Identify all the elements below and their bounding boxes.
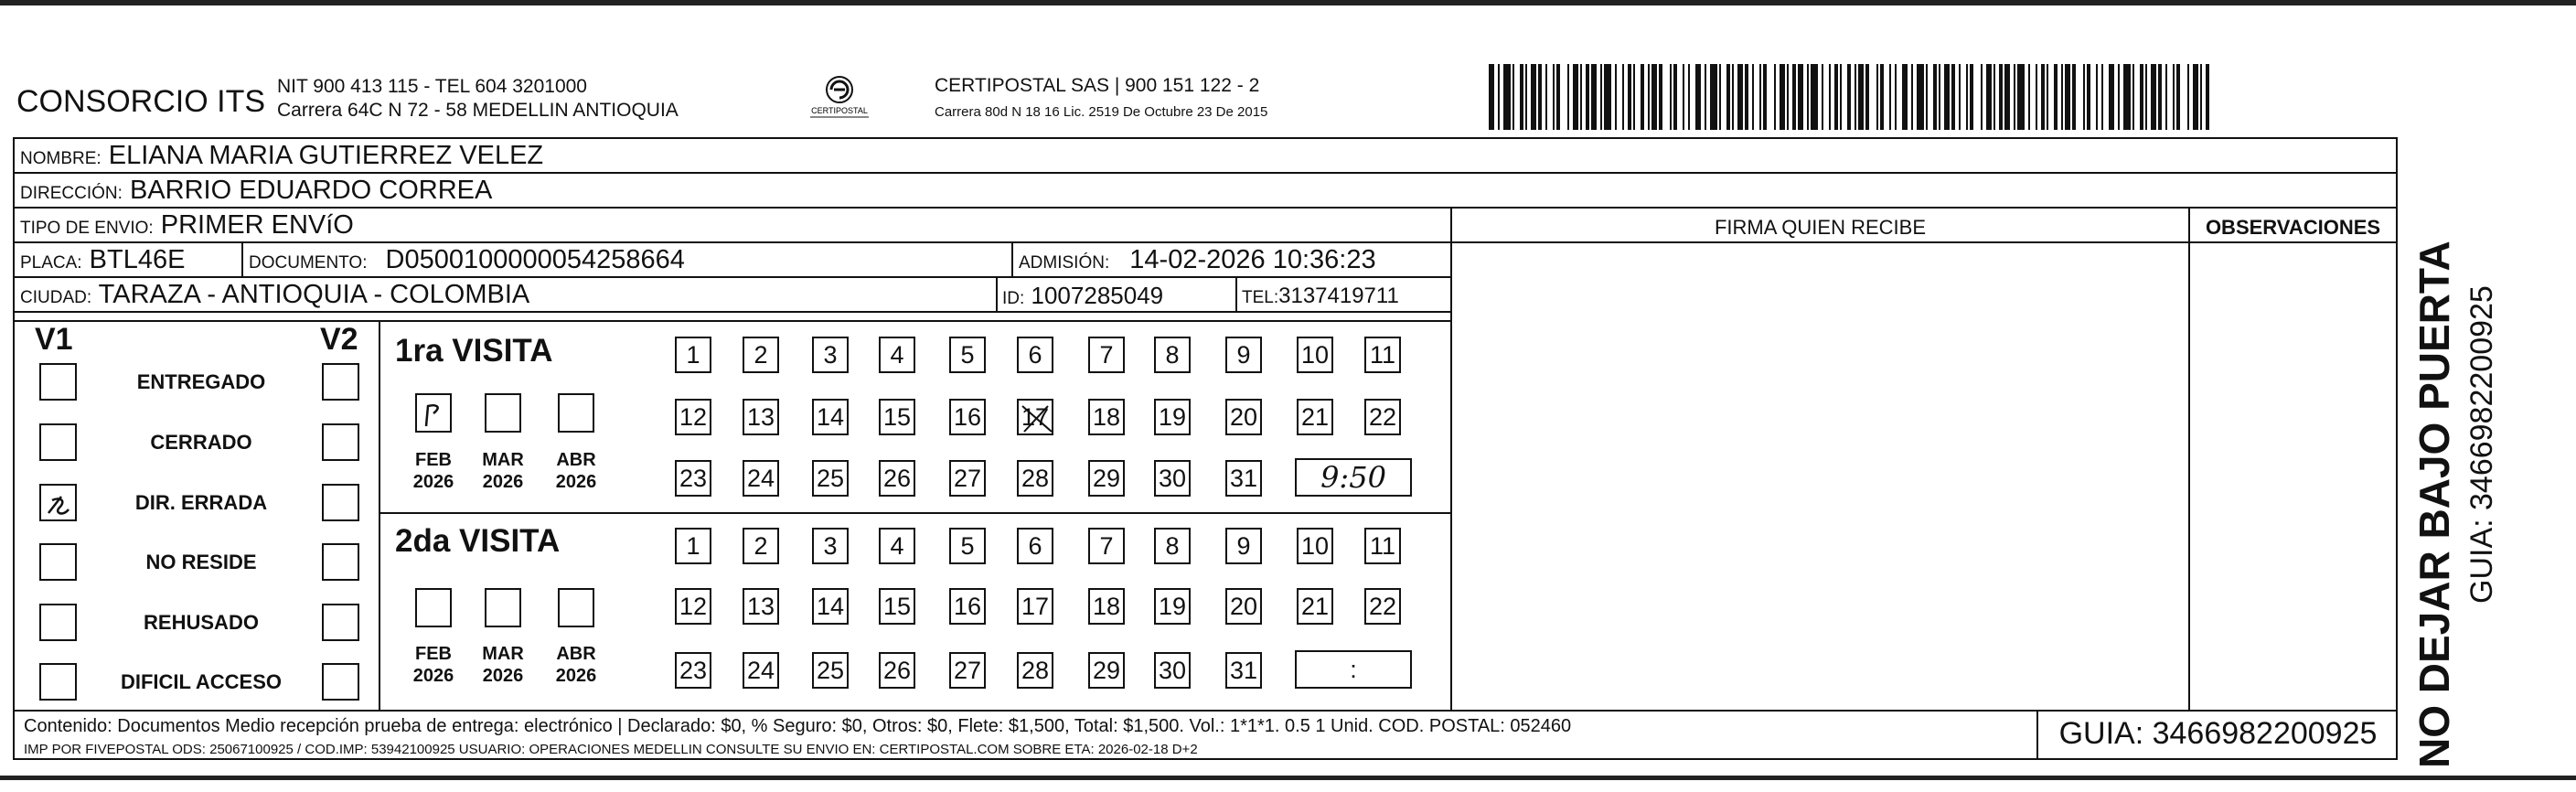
day-box[interactable]: 19 xyxy=(1154,399,1191,435)
ciudad-label: CIUDAD: xyxy=(20,288,92,307)
day-box[interactable]: 28 xyxy=(1017,460,1053,497)
status-label: DIR. ERRADA xyxy=(134,491,268,514)
day-box[interactable]: 8 xyxy=(1154,337,1191,373)
day-box[interactable]: 29 xyxy=(1088,460,1125,497)
id-value: 1007285049 xyxy=(1031,282,1164,309)
day-box[interactable]: 27 xyxy=(949,652,986,689)
v1-checkbox[interactable] xyxy=(39,484,77,521)
v2-checkbox[interactable] xyxy=(322,484,359,521)
day-box[interactable]: 24 xyxy=(743,652,779,689)
day-box[interactable]: 10 xyxy=(1297,528,1333,564)
col-divider xyxy=(1235,276,1237,311)
v2-checkbox[interactable] xyxy=(322,663,359,701)
documento-label: DOCUMENTO: xyxy=(249,253,368,273)
day-box[interactable]: 18 xyxy=(1088,588,1125,625)
ciudad-field xyxy=(20,282,529,308)
day-box[interactable]: 11 xyxy=(1364,528,1401,564)
day-box[interactable]: 13 xyxy=(743,399,779,435)
day-box[interactable]: 3 xyxy=(812,337,849,373)
admision-label: ADMISIÓN: xyxy=(1019,253,1110,273)
day-box[interactable]: 4 xyxy=(879,528,915,564)
month-checkbox[interactable] xyxy=(558,588,594,627)
row-divider xyxy=(13,207,2398,209)
tel-label: TEL: xyxy=(1242,288,1279,307)
month-checkbox[interactable] xyxy=(485,588,521,627)
status-label: CERRADO xyxy=(150,431,252,454)
side-notice: NO DEJAR BAJO PUERTA xyxy=(2410,241,2458,768)
day-box[interactable]: 7 xyxy=(1088,528,1125,564)
col-divider xyxy=(379,320,380,710)
day-box[interactable]: 1 xyxy=(675,528,711,564)
nombre-value: ELIANA MARIA GUTIERREZ VELEZ xyxy=(108,141,544,170)
admision-value: 14-02-2026 10:36:23 xyxy=(1129,245,1376,274)
day-box[interactable]: 4 xyxy=(879,337,915,373)
month-year: 2026 xyxy=(412,472,454,492)
ciudad-value: TARAZA - ANTIOQUIA - COLOMBIA xyxy=(98,280,530,309)
tel-field xyxy=(1242,285,1399,307)
col-divider xyxy=(2188,207,2190,710)
placa-field xyxy=(20,247,185,273)
day-box[interactable]: 19 xyxy=(1154,588,1191,625)
side-guia: GUIA: 3466982200925 xyxy=(2464,285,2499,604)
col-divider xyxy=(241,241,243,276)
month-name: FEB xyxy=(415,644,452,664)
month-label xyxy=(404,449,463,493)
day-box[interactable]: 22 xyxy=(1364,588,1401,625)
day-box[interactable]: 2 xyxy=(743,528,779,564)
v1-checkbox[interactable] xyxy=(39,543,77,581)
month-label xyxy=(547,643,605,687)
month-name: MAR xyxy=(482,644,524,664)
day-box[interactable]: 12 xyxy=(675,399,711,435)
time-box[interactable]: : xyxy=(1295,650,1412,689)
month-year: 2026 xyxy=(482,666,524,686)
time-box[interactable]: 9:50 xyxy=(1295,458,1412,497)
day-box[interactable]: 9 xyxy=(1225,337,1262,373)
logo-text: CERTIPOSTAL xyxy=(811,106,868,115)
visit-divider xyxy=(379,512,1451,514)
v2-header: V2 xyxy=(320,322,358,357)
bottom-border xyxy=(0,776,2576,780)
month-name: FEB xyxy=(415,450,452,470)
v2-checkbox[interactable] xyxy=(322,423,359,461)
tipo-value: PRIMER ENVíO xyxy=(160,210,354,240)
day-box[interactable]: 12 xyxy=(675,588,711,625)
documento-value: D0500100000054258664 xyxy=(385,245,685,274)
day-box[interactable]: 16 xyxy=(949,399,986,435)
day-box[interactable]: 16 xyxy=(949,588,986,625)
direccion-value: BARRIO EDUARDO CORREA xyxy=(129,176,493,205)
month-year: 2026 xyxy=(555,666,597,686)
month-name: ABR xyxy=(556,450,596,470)
day-box[interactable]: 17 xyxy=(1017,588,1053,625)
v2-checkbox[interactable] xyxy=(322,363,359,401)
row-divider xyxy=(13,320,1451,322)
row-divider xyxy=(13,172,2398,174)
month-name: MAR xyxy=(482,450,524,470)
visit2-title: 2da VISITA xyxy=(395,523,561,559)
status-label: ENTREGADO xyxy=(136,370,266,393)
month-checkbox[interactable] xyxy=(558,393,594,433)
day-box[interactable]: 30 xyxy=(1154,460,1191,497)
day-box[interactable]: 26 xyxy=(879,460,915,497)
day-box[interactable]: 31 xyxy=(1225,652,1262,689)
day-box[interactable]: 24 xyxy=(743,460,779,497)
day-box[interactable]: 3 xyxy=(812,528,849,564)
day-box[interactable]: 9 xyxy=(1225,528,1262,564)
month-label xyxy=(404,643,463,687)
day-box[interactable]: 8 xyxy=(1154,528,1191,564)
direccion-label: DIRECCIÓN: xyxy=(20,184,123,203)
id-field xyxy=(1002,284,1163,307)
brand-name: CONSORCIO ITS xyxy=(16,84,266,119)
col-divider xyxy=(1450,207,1452,710)
day-box[interactable]: 22 xyxy=(1364,399,1401,435)
day-box[interactable]: 29 xyxy=(1088,652,1125,689)
day-box[interactable]: 2 xyxy=(743,337,779,373)
day-box[interactable]: 27 xyxy=(949,460,986,497)
day-box[interactable]: 10 xyxy=(1297,337,1333,373)
status-label: REHUSADO xyxy=(144,611,259,634)
certipostal-logo xyxy=(803,73,876,121)
day-box[interactable]: 31 xyxy=(1225,460,1262,497)
day-box[interactable]: 14 xyxy=(812,588,849,625)
carrier-name: CERTIPOSTAL SAS | 900 151 122 - 2 xyxy=(935,75,1260,96)
day-box[interactable]: 23 xyxy=(675,460,711,497)
tipo-label: TIPO DE ENVIO: xyxy=(20,219,154,238)
tel-value: 3137419711 xyxy=(1278,284,1399,308)
day-box[interactable]: 11 xyxy=(1364,337,1401,373)
footer-print-info: IMP POR FIVEPOSTAL ODS: 25067100925 / COD.IMP: 53942100925 USUARIO: OPERACIONES MEDELLIN CONSULTE SU ENVIO EN: CERTIPOSTAL.COM SOBRE ETA: 2026-02-18 D+2 xyxy=(24,742,1198,757)
day-box[interactable]: 5 xyxy=(949,528,986,564)
day-box[interactable]: 7 xyxy=(1088,337,1125,373)
day-box[interactable]: 6 xyxy=(1017,528,1053,564)
day-box[interactable]: 13 xyxy=(743,588,779,625)
month-year: 2026 xyxy=(412,666,454,686)
direccion-field xyxy=(20,177,492,204)
firma-header: FIRMA QUIEN RECIBE xyxy=(1714,216,1927,239)
status-label: NO RESIDE xyxy=(145,551,257,573)
day-box[interactable]: 17 xyxy=(1017,399,1053,435)
status-label: DIFICIL ACCESO xyxy=(120,670,282,693)
v2-checkbox[interactable] xyxy=(322,604,359,641)
placa-label: PLACA: xyxy=(20,253,82,273)
barcode xyxy=(1489,64,2211,130)
day-box[interactable]: 18 xyxy=(1088,399,1125,435)
v1-checkbox[interactable] xyxy=(39,363,77,401)
day-box[interactable]: 25 xyxy=(812,460,849,497)
observaciones-header: OBSERVACIONES xyxy=(2205,216,2381,239)
day-box[interactable]: 6 xyxy=(1017,337,1053,373)
carrier-address: Carrera 80d N 18 16 Lic. 2519 De Octubre 23 De 2015 xyxy=(935,104,1268,120)
top-border xyxy=(0,0,2576,5)
month-checkbox[interactable] xyxy=(485,393,521,433)
month-name: ABR xyxy=(556,644,596,664)
month-checkbox[interactable] xyxy=(415,588,452,627)
id-label: ID: xyxy=(1002,289,1025,308)
footer-contents: Contenido: Documentos Medio recepción prueba de entrega: electrónico | Declarado: $0, % Seguro: $0, Otros: $0, Flete: $1,500, Total: $1,500. Vol.: 1*1*1. 0.5 1 Unid. COD. POSTAL: 052460 xyxy=(24,716,1572,736)
month-label xyxy=(547,449,605,493)
day-box[interactable]: 23 xyxy=(675,652,711,689)
day-box[interactable]: 25 xyxy=(812,652,849,689)
day-box[interactable]: 21 xyxy=(1297,399,1333,435)
day-box[interactable]: 21 xyxy=(1297,588,1333,625)
guia-number: GUIA: 3466982200925 xyxy=(2036,710,2398,760)
day-box[interactable]: 26 xyxy=(879,652,915,689)
day-box[interactable]: 28 xyxy=(1017,652,1053,689)
company-address: Carrera 64C N 72 - 58 MEDELLIN ANTIOQUIA xyxy=(277,100,679,121)
documento-field xyxy=(249,247,685,273)
month-label xyxy=(474,449,532,493)
day-box[interactable]: 15 xyxy=(879,588,915,625)
tipo-field xyxy=(20,212,354,239)
day-box[interactable]: 20 xyxy=(1225,588,1262,625)
row-divider xyxy=(13,311,1451,313)
v1-checkbox[interactable] xyxy=(39,604,77,641)
day-box[interactable]: 14 xyxy=(812,399,849,435)
col-divider xyxy=(996,276,998,311)
company-info xyxy=(277,75,679,123)
month-year: 2026 xyxy=(555,472,597,492)
v1-checkbox[interactable] xyxy=(39,423,77,461)
v1-header: V1 xyxy=(35,322,73,357)
col-divider xyxy=(1011,241,1013,276)
month-checkbox[interactable] xyxy=(415,393,452,433)
month-year: 2026 xyxy=(482,472,524,492)
day-box[interactable]: 20 xyxy=(1225,399,1262,435)
admision-field xyxy=(1019,247,1376,273)
day-mark xyxy=(1019,401,1055,437)
day-box[interactable]: 30 xyxy=(1154,652,1191,689)
v2-checkbox[interactable] xyxy=(322,543,359,581)
row-divider xyxy=(13,241,2398,243)
placa-value: BTL46E xyxy=(89,245,186,274)
col-divider xyxy=(2396,137,2398,760)
month-label xyxy=(474,643,532,687)
visit1-title: 1ra VISITA xyxy=(395,333,553,369)
day-box[interactable]: 1 xyxy=(675,337,711,373)
nombre-field xyxy=(20,143,543,169)
v1-checkbox[interactable] xyxy=(39,663,77,701)
company-nit: NIT 900 413 115 - TEL 604 3201000 xyxy=(277,76,587,97)
day-box[interactable]: 5 xyxy=(949,337,986,373)
day-box[interactable]: 15 xyxy=(879,399,915,435)
nombre-label: NOMBRE: xyxy=(20,149,102,168)
